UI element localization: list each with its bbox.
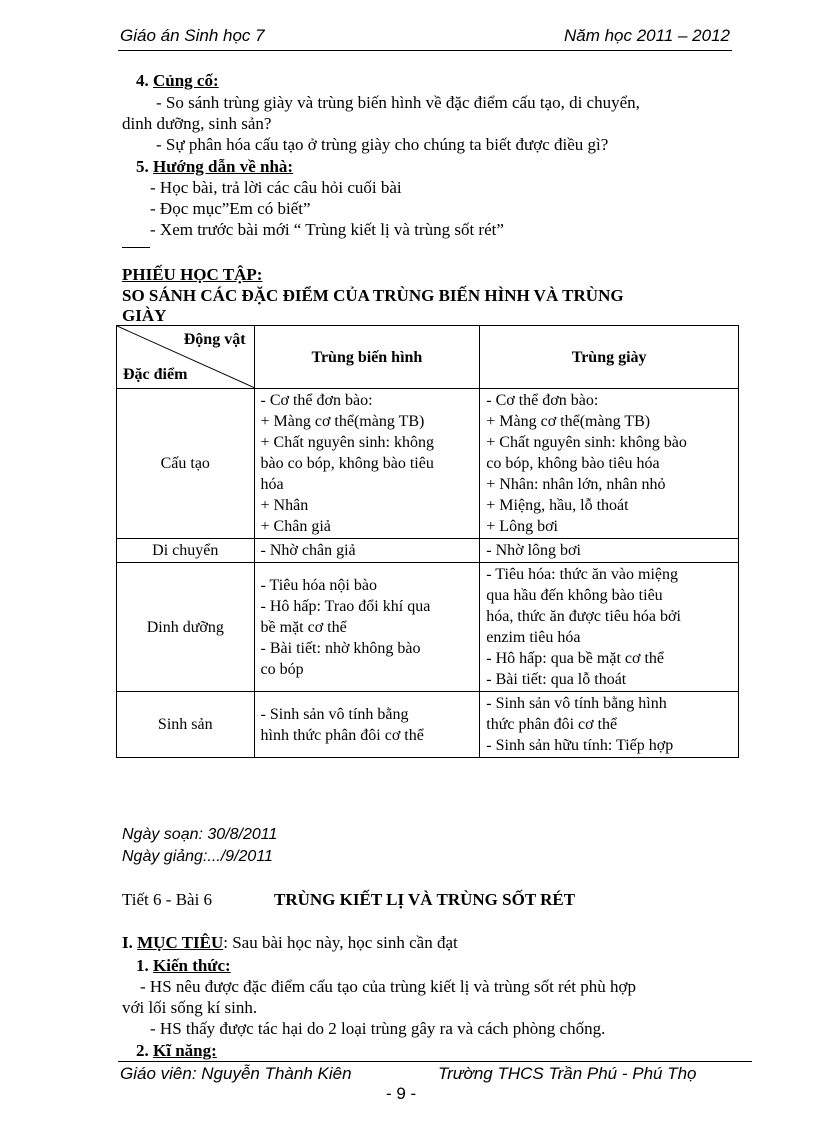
cell-line: bào co bóp, không bào tiêu xyxy=(260,455,434,472)
cell-line: hóa, thức ăn được tiêu hóa bởi xyxy=(486,608,681,625)
cell-line: bề mặt cơ thể xyxy=(260,618,347,636)
knowledge-title: Kiến thức: xyxy=(153,956,231,975)
skills-title: Kĩ năng: xyxy=(153,1041,217,1060)
cell-line: enzim tiêu hóa xyxy=(486,629,581,646)
column-header-paramecium: Trùng giày xyxy=(480,326,739,389)
cell-line: qua hầu đến không bào tiêu xyxy=(486,587,663,604)
section4-line3: - Sự phân hóa cấu tạo ở trùng giày cho chúng ta biết được điều gì? xyxy=(156,135,609,154)
section4-line2: dinh dưỡng, sinh sản? xyxy=(122,114,272,133)
cell-line: + Màng cơ thể(màng TB) xyxy=(486,413,651,430)
objectives-number: I. xyxy=(122,933,133,952)
knowledge-line1: - HS nêu được đặc điểm cấu tạo của trùng kiết lị và trùng sốt rét phù hợp xyxy=(140,977,636,996)
section4-title: Củng cố: xyxy=(153,71,219,90)
section4-number: 4. xyxy=(136,71,149,90)
cell-line: + Miệng, hầu, lỗ thoát xyxy=(486,497,629,514)
objectives-heading xyxy=(122,932,458,953)
cell-line: + Màng cơ thể(màng TB) xyxy=(260,413,425,430)
page-header xyxy=(118,24,732,51)
knowledge-number: 1. xyxy=(136,956,149,975)
section4-line1: - So sánh trùng giày và trùng biến hình về đặc điểm cấu tạo, di chuyển, xyxy=(156,93,640,112)
cell-line: thức phân đôi cơ thể xyxy=(486,716,618,733)
objectives-title: MỤC TIÊU xyxy=(137,933,224,952)
cell-line: - Sinh sản hữu tính: Tiếp hợp xyxy=(486,737,674,754)
knowledge-line3: - HS thấy được tác hại do 2 loại trùng gây ra và cách phòng chống. xyxy=(150,1019,606,1038)
row-label: Sinh sản xyxy=(117,692,255,758)
section5-heading xyxy=(136,156,293,177)
footer-teacher: Giáo viên: Nguyễn Thành Kiên xyxy=(120,1064,352,1083)
cell-line: - Nhờ chân giả xyxy=(260,542,356,559)
section5-item-1: - Học bài, trả lời các câu hỏi cuối bài xyxy=(150,178,402,197)
column-header-amoeba: Trùng biến hình xyxy=(254,326,480,389)
row-label: Dinh dưỡng xyxy=(117,563,255,692)
page-footer xyxy=(118,1061,752,1086)
cell-line: + Nhân xyxy=(260,497,309,514)
divider xyxy=(122,247,150,248)
cell-line: - Hô hấp: Trao đổi khí qua xyxy=(260,597,431,615)
date-prepared: Ngày soạn: 30/8/2011 xyxy=(122,826,278,843)
table-cell xyxy=(254,389,480,539)
cell-line: + Lông bơi xyxy=(486,518,558,535)
cell-line: co bóp, không bào tiêu hóa xyxy=(486,455,660,472)
cell-line: hình thức phân đôi cơ thể xyxy=(260,726,424,744)
cell-line: hóa xyxy=(260,476,284,493)
section5-title: Hướng dẫn về nhà: xyxy=(153,157,294,176)
header-course: Giáo án Sinh học 7 xyxy=(120,26,265,45)
worksheet-title: PHIẾU HỌC TẬP: xyxy=(122,265,263,284)
cell-line: - Tiêu hóa: thức ăn vào miệng xyxy=(486,566,679,583)
cell-line: - Sinh sản vô tính bằng hình xyxy=(486,695,667,712)
section5-number: 5. xyxy=(136,157,149,176)
cell-line: - Nhờ lông bơi xyxy=(486,542,581,559)
knowledge-line2: với lối sống kí sinh. xyxy=(122,998,258,1017)
section5-item-2: - Đọc mục”Em có biết” xyxy=(150,199,311,218)
table-row xyxy=(117,539,739,563)
corner-feature-label: Đặc điểm xyxy=(123,366,188,383)
table-cell xyxy=(254,539,480,563)
worksheet-subtitle-cont: GIÀY xyxy=(122,306,167,325)
lesson-title: TRÙNG KIẾT LỊ VÀ TRÙNG SỐT RÉT xyxy=(274,890,576,909)
cell-line: - Cơ thể đơn bào: xyxy=(260,392,373,409)
table-cell xyxy=(480,692,739,758)
table-cell xyxy=(480,539,739,563)
date-taught: Ngày giảng:.../9/2011 xyxy=(122,848,273,865)
table-row xyxy=(117,692,739,758)
table-header-row xyxy=(117,326,739,389)
cell-line: + Chân giả xyxy=(260,518,331,535)
cell-line: - Cơ thể đơn bào: xyxy=(486,392,599,409)
cell-line: - Bài tiết: nhờ không bào xyxy=(260,639,421,657)
corner-animal-label: Động vật xyxy=(183,331,246,348)
page-number: - 9 - xyxy=(386,1084,417,1103)
table-cell xyxy=(254,692,480,758)
footer-school: Trường THCS Trần Phú - Phú Thọ xyxy=(438,1064,697,1083)
lesson-label: Tiết 6 - Bài 6 xyxy=(122,890,213,909)
comparison-table xyxy=(116,325,739,758)
cell-line: - Sinh sản vô tính bằng xyxy=(260,705,409,723)
cell-line: - Bài tiết: qua lỗ thoát xyxy=(486,671,627,688)
header-school-year: Năm học 2011 – 2012 xyxy=(563,26,730,45)
table-cell xyxy=(480,389,739,539)
table-cell xyxy=(254,563,480,692)
section4-heading xyxy=(136,70,219,91)
cell-line: + Chất nguyên sinh: không bào xyxy=(486,434,687,451)
row-label: Cấu tạo xyxy=(117,389,255,539)
objectives-intro: : Sau bài học này, học sinh cần đạt xyxy=(223,933,458,952)
worksheet-subtitle: SO SÁNH CÁC ĐẶC ĐIỂM CỦA TRÙNG BIẾN HÌNH VÀ TRÙNG xyxy=(122,286,624,305)
row-label: Di chuyển xyxy=(117,539,255,563)
cell-line: - Tiêu hóa nội bào xyxy=(260,576,377,594)
table-row xyxy=(117,563,739,692)
skills-number: 2. xyxy=(136,1041,149,1060)
cell-line: - Hô hấp: qua bề mặt cơ thể xyxy=(486,650,664,667)
table-cell xyxy=(480,563,739,692)
cell-line: + Nhân: nhân lớn, nhân nhỏ xyxy=(486,476,666,493)
skills-heading xyxy=(136,1040,217,1061)
knowledge-heading xyxy=(136,955,231,976)
cell-line: + Chất nguyên sinh: không xyxy=(260,434,434,451)
cell-line: co bóp xyxy=(260,660,304,678)
table-corner-cell xyxy=(117,326,255,389)
table-row xyxy=(117,389,739,539)
section5-item-3: - Xem trước bài mới “ Trùng kiết lị và trùng sốt rét” xyxy=(150,220,504,239)
